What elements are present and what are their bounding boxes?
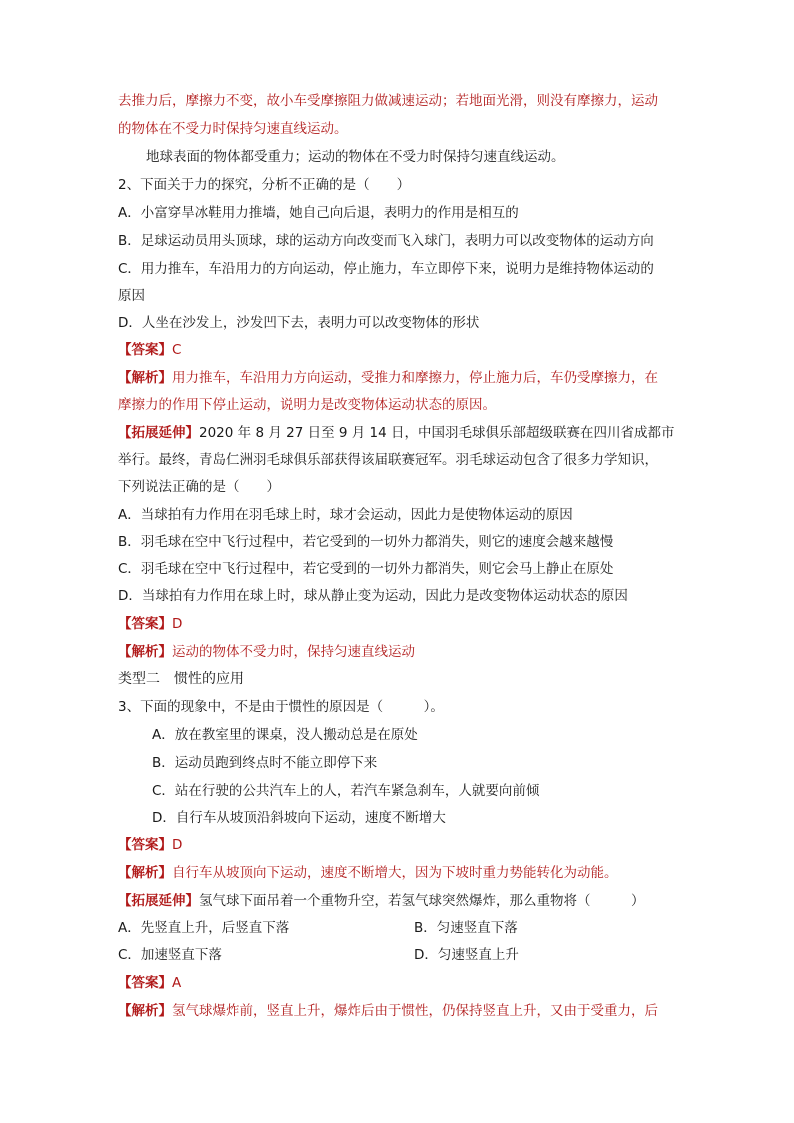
question-3-option-c: C．站在行驶的公共汽车上的人，若汽车紧急刹车，人就要向前倾	[152, 783, 540, 799]
extension-1-stem-line-3: 下列说法正确的是（ ）	[118, 479, 280, 495]
answer-value: D	[172, 837, 183, 853]
question-2-option-d: D．人坐在沙发上，沙发凹下去，表明力可以改变物体的形状	[118, 315, 480, 331]
question-3-stem: 3、下面的现象中，不是由于惯性的原因是（ ）。	[118, 699, 444, 715]
extension-2-stem	[118, 892, 645, 910]
answer-tag: 【答案】	[118, 616, 172, 632]
question-2-explanation-cont: 摩擦力的作用下停止运动，说明力是改变物体运动状态的原因。	[118, 397, 496, 413]
extension-1-option-a: A．当球拍有力作用在羽毛球上时，球才会运动，因此力是使物体运动的原因	[118, 507, 573, 523]
question-3-answer	[118, 836, 182, 854]
extension-2-option-b: B．匀速竖直下落	[414, 920, 518, 936]
question-3-option-b: B．运动员跑到终点时不能立即停下来	[152, 755, 378, 771]
section-heading: 类型二 惯性的应用	[118, 671, 244, 687]
question-2-option-b: B．足球运动员用头顶球，球的运动方向改变而飞入球门，表明力可以改变物体的运动方向	[118, 233, 654, 249]
extension-1-stem	[118, 424, 675, 442]
extension-2-option-a: A．先竖直上升，后竖直下落	[118, 920, 290, 936]
prev-explanation-line-2: 的物体在不受力时保持匀速直线运动。	[118, 121, 348, 137]
extension-1-stem-line-2: 举行。最终，青岛仁洲羽毛球俱乐部获得该届联赛冠军。羽毛球运动包含了很多力学知识，	[118, 452, 658, 468]
answer-tag: 【答案】	[118, 342, 172, 358]
question-3-option-d: D．自行车从坡顶沿斜坡向下运动，速度不断增大	[152, 810, 446, 826]
explanation-tag: 【解析】	[118, 370, 172, 386]
answer-value: A	[172, 975, 182, 991]
question-2-answer	[118, 341, 181, 359]
extension-tag: 【拓展延伸】	[118, 893, 199, 909]
question-2-option-a: A．小富穿旱冰鞋用力推墙，她自己向后退，表明力的作用是相互的	[118, 205, 519, 221]
answer-value: D	[172, 616, 183, 632]
question-2-option-c-cont: 原因	[118, 288, 145, 304]
extension-tag: 【拓展延伸】	[118, 425, 199, 441]
explanation-tag: 【解析】	[118, 1003, 172, 1019]
extension-1-option-d: D．当球拍有力作用在球上时，球从静止变为运动，因此力是改变物体运动状态的原因	[118, 588, 628, 604]
question-2-option-c: C．用力推车，车沿用力的方向运动，停止施力，车立即停下来，说明力是维持物体运动的	[118, 261, 654, 277]
extension-2-option-c: C．加速竖直下落	[118, 947, 222, 963]
extension-2-answer	[118, 974, 181, 992]
explanation-tag: 【解析】	[118, 865, 172, 881]
prev-explanation-line-1: 去推力后，摩擦力不变，故小车受摩擦阻力做减速运动；若地面光滑，则没有摩擦力，运动	[118, 93, 658, 109]
summary-line: 地球表面的物体都受重力；运动的物体在不受力时保持匀速直线运动。	[146, 149, 565, 165]
extension-1-answer	[118, 615, 182, 633]
extension-2-option-d: D．匀速竖直上升	[414, 947, 519, 963]
extension-1-explanation	[118, 643, 415, 661]
answer-tag: 【答案】	[118, 837, 172, 853]
explanation-tag: 【解析】	[118, 644, 172, 660]
extension-1-option-c: C．羽毛球在空中飞行过程中，若它受到的一切外力都消失，则它会马上静止在原处	[118, 561, 614, 577]
question-2-stem: 2、下面关于力的探究，分析不正确的是（ ）	[118, 177, 411, 193]
question-3-option-a: A．放在教室里的课桌，没人搬动总是在原处	[152, 727, 418, 743]
explanation-text: 运动的物体不受力时，保持匀速直线运动	[172, 644, 415, 660]
explanation-text: 氢气球爆炸前，竖直上升，爆炸后由于惯性，仍保持竖直上升，又由于受重力，后	[172, 1003, 658, 1019]
question-3-explanation	[118, 864, 618, 882]
explanation-text: 自行车从坡顶向下运动，速度不断增大，因为下坡时重力势能转化为动能。	[172, 865, 618, 881]
explanation-text: 用力推车，车沿用力方向运动，受推力和摩擦力，停止施力后，车仍受摩擦力，在	[172, 370, 658, 386]
answer-value: C	[172, 342, 182, 358]
extension-text: 氢气球下面吊着一个重物升空，若氢气球突然爆炸，那么重物将（ ）	[199, 893, 645, 909]
question-2-explanation	[118, 369, 658, 387]
extension-2-explanation	[118, 1002, 658, 1020]
extension-text: 2020 年 8 月 27 日至 9 月 14 日，中国羽毛球俱乐部超级联赛在四川省成都市	[199, 425, 675, 441]
answer-tag: 【答案】	[118, 975, 172, 991]
extension-1-option-b: B．羽毛球在空中飞行过程中，若它受到的一切外力都消失，则它的速度会越来越慢	[118, 534, 614, 550]
